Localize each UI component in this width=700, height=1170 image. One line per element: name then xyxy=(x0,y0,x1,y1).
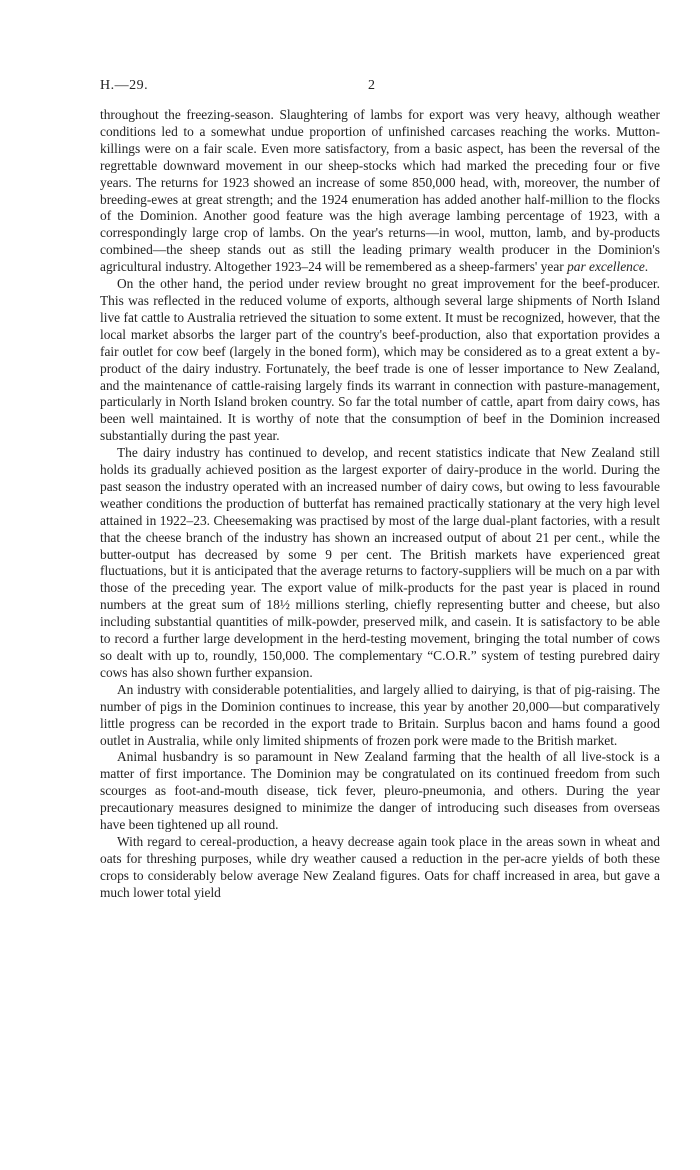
paragraph-pigs: An industry with considerable potentialities, and largely allied to dairying, is that of pig-raising. The number of pigs in the Dominion continues to increase, this year by another 20,000—but comparatively little progress can be recorded in the export trade to Britain. Surplus bacon and hams found a good outlet in Australia, while only limited shipments of frozen pork were made to the British market. xyxy=(100,681,660,748)
paragraph-text: throughout the freezing-season. Slaughtering of lambs for export was very heavy, although weather conditions led to a somewhat undue proportion of unfinished carcases reaching the works. Mutton-killings were on a fair scale. Even more satisfactory, from a basic aspect, has been the reversal of the regrettable downward movement in our sheep-stocks which had marked the preceding four or five years. The returns for 1923 showed an increase of some 850,000 head, with, moreover, the number of breeding-ewes at great strength; and the 1924 enumeration has added another half-million to the flocks of the Dominion. Another good feature was the high average lambing percentage of 1923, with a correspondingly large crop of lambs. On the year's returns—in wool, mutton, lamb, and by-products combined—the sheep stands out as still the leading primary wealth producer in the Dominion's agricultural industry. Altogether 1923–24 will be remembered as a sheep-farmers' year xyxy=(100,107,660,275)
document-reference: H.—29. xyxy=(100,78,149,93)
paragraph-sheep xyxy=(100,107,660,276)
paragraph-dairy: The dairy industry has continued to develop, and recent statistics indicate that New Zealand still holds its gradually achieved position as the largest exporter of dairy-produce in the world. During the past season the industry operated with an increased number of dairy cows, but owing to less favourable weather conditions the production of butterfat has remained practically stationary at the very high level attained in 1922–23. Cheesemaking was practised by most of the large dual-plant factories, with a result that the cheese branch of the industry has shown an increased output of about 21 per cent., while the butter-output has decreased by some 9 per cent. The British markets have experienced great fluctuations, but it is anticipated that the average returns to factory-suppliers will be much on a par with those of the preceding year. The export value of milk-products for the past year is placed in round numbers at the great sum of 18½ millions sterling, chiefly representing butter and cheese, but also including substantial quantities of milk-powder, preserved milk, and casein. It is satisfactory to be able to record a further large development in the herd-testing movement, bringing the total number of cows so dealt with up to, roundly, 150,000. The complementary “C.O.R.” system of testing purebred dairy cows has also shown further expansion. xyxy=(100,445,660,680)
page-number: 2 xyxy=(368,78,375,93)
emphasis-text: par excellence xyxy=(567,259,645,275)
paragraph-beef: On the other hand, the period under review brought no great improvement for the beef-producer. This was reflected in the reduced volume of exports, although several large shipments of North Island live fat cattle to Australia retrieved the situation to some extent. It must be recognized, however, that the local market absorbs the larger part of the country's beef-production, also that exportation provides a fair outlet for cow beef (largely in the boned form), which may be considered as to a great extent a by-product of the dairy industry. Fortunately, the beef trade is one of lesser importance to New Zealand, and the maintenance of cattle-raising largely finds its warrant in connection with pasture-management, particularly in North Island broken country. So far the total number of cattle, apart from dairy cows, has been well maintained. It is worthy of note that the consumption of beef in the Dominion increased substantially during the past year. xyxy=(100,276,660,444)
body-text xyxy=(100,107,660,902)
paragraph-cereals: With regard to cereal-production, a heavy decrease again took place in the areas sown in wheat and oats for threshing purposes, while dry weather caused a reduction in the per-acre yields of both these crops to considerably below average New Zealand figures. Oats for chaff increased in area, but gave a much lower total yield xyxy=(100,833,660,900)
paragraph-animal-health: Animal husbandry is so paramount in New Zealand farming that the health of all live-stock is a matter of first importance. The Dominion may be congratulated on its continued freedom from such scourges as foot-and-mouth disease, tick fever, pleuro-pneumonia, and others. During the year precautionary measures designed to minimize the danger of introducing such diseases from overseas have been tightened up all round. xyxy=(100,749,660,833)
paragraph-text-end: . xyxy=(644,259,649,275)
page-header xyxy=(100,78,660,98)
